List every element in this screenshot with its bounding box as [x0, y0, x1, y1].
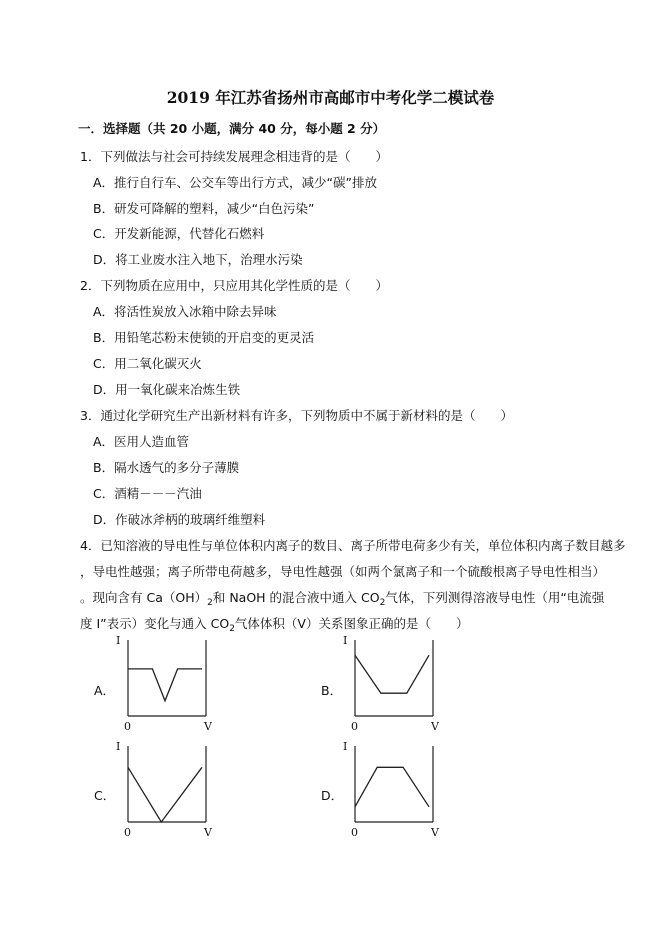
x-axis-label: V: [204, 720, 212, 733]
question-3-option-a: A．医用人造血管: [93, 434, 190, 449]
question-4-stem-line-2: ，导电性越强；离子所带电荷越多，导电性越强（如两个氯离子和一个硫酸根离子导电性相当）: [80, 564, 606, 579]
graph-d-svg: [341, 738, 441, 838]
origin-label: 0: [124, 720, 131, 733]
question-4-stem-line-3: 。现向含有 $Ca(OH)_2$和 NaOH 的混合液中通入 $CO_2$气体，下列测得溶液导电性（用“电流强: [80, 590, 605, 608]
y-axis-label: I: [343, 740, 348, 753]
question-1-option-b: B．研发可降解的塑料，减少“白色污染”: [93, 201, 315, 216]
graph-b-option-label: B．: [321, 683, 343, 698]
graph-b: [341, 632, 441, 732]
y-axis-label: I: [116, 740, 121, 753]
question-1-option-a: A．推行自行车、公交车等出行方式，减少“碳”排放: [93, 175, 378, 190]
graph-d-option-label: D．: [321, 788, 344, 803]
graph-a-option-label: A．: [94, 683, 116, 698]
question-3-stem: 3．通过化学研究生产出新材料有许多，下列物质中不属于新材料的是（ ）: [80, 408, 513, 423]
question-4-stem-line-4: 度 I”表示）变化与通入 $CO_2$气体体积（V）关系图象正确的是（ ）: [80, 616, 469, 634]
x-axis-label: V: [431, 826, 439, 839]
current-curve: [355, 655, 429, 693]
origin-label: 0: [124, 826, 131, 839]
current-curve: [355, 767, 429, 807]
current-curve: [128, 767, 202, 822]
question-3-option-b: B．隔水透气的多分子薄膜: [93, 460, 240, 475]
question-2-option-d: D．用一氧化碳来冶炼生铁: [93, 382, 241, 397]
graph-a: [114, 632, 214, 732]
x-axis-label: V: [204, 826, 212, 839]
question-1-option-d: D．将工业废水注入地下，治理水污染: [93, 252, 303, 267]
graph-b-svg: [341, 632, 441, 732]
question-3-option-d: D．作破冰斧柄的玻璃纤维塑料: [93, 512, 266, 527]
question-4-stem-line-1: 4．已知溶液的导电性与单位体积内离子的数目、离子所带电荷多少有关，单位体积内离子数目越多: [80, 538, 626, 553]
graph-a-svg: [114, 632, 214, 732]
origin-label: 0: [351, 720, 358, 733]
graph-c-option-label: C．: [94, 788, 116, 803]
page-title: 2019 年江苏省扬州市高邮市中考化学二模试卷: [166, 88, 495, 107]
x-axis-label: V: [431, 720, 439, 733]
question-3-option-c: C．酒精－－－汽油: [93, 486, 202, 501]
question-2-option-a: A．将活性炭放入冰箱中除去异味: [93, 304, 277, 319]
graph-d: [341, 738, 441, 838]
graph-c-svg: [114, 738, 214, 838]
question-1-option-c: C．开发新能源，代替化石燃料: [93, 226, 265, 241]
section-heading: 一．选择题（共 20 小题，满分 40 分，每小题 2 分）: [78, 121, 386, 136]
question-2-option-b: B．用铅笔芯粉末使锁的开启变的更灵活: [93, 330, 315, 345]
origin-label: 0: [351, 826, 358, 839]
question-2-option-c: C．用二氧化碳灭火: [93, 356, 202, 371]
graph-c: [114, 738, 214, 838]
y-axis-label: I: [116, 634, 121, 647]
question-2-stem: 2．下列物质在应用中，只应用其化学性质的是（ ）: [80, 278, 388, 293]
current-curve: [128, 669, 202, 701]
y-axis-label: I: [343, 634, 348, 647]
question-1-stem: 1．下列做法与社会可持续发展理念相违背的是（ ）: [80, 149, 388, 164]
